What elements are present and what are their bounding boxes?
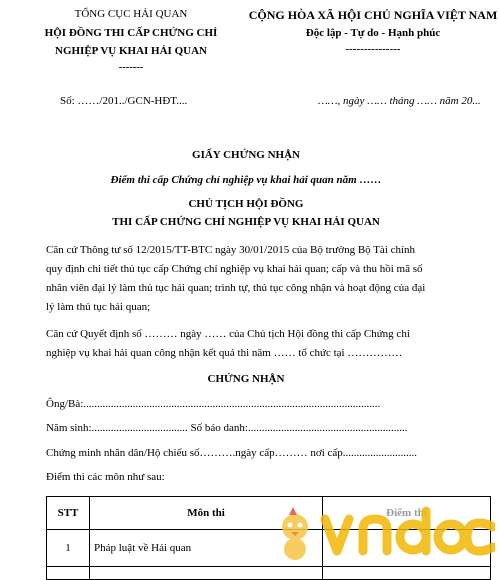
header-council-line2: NGHIỆP VỤ KHAI HẢI QUAN: [55, 45, 207, 57]
certify-heading: CHỨNG NHẬN: [207, 373, 285, 385]
table-row: [47, 567, 491, 580]
certificate-subtitle: Điểm thi cấp Chứng chỉ nghiệp vụ khai hải quan năm ……: [110, 174, 382, 186]
scores-intro: Điểm thi các môn như sau:: [46, 471, 165, 483]
mascot-icon: [282, 507, 308, 560]
legal-basis-line2: quy định chi tiết thủ tục cấp Chứng chỉ nghiệp vụ khai hải quan; cấp và thu hồi mã số: [46, 263, 423, 275]
row-subject: Pháp luật về Hải quan: [90, 530, 323, 567]
issuer-title-line2: THI CẤP CHỨNG CHỈ NGHIỆP VỤ KHAI HẢI QUAN: [112, 216, 380, 228]
certificate-title: GIẤY CHỨNG NHẬN: [192, 149, 300, 161]
col-header-stt: STT: [47, 497, 90, 530]
header-left-dash: -------: [118, 62, 144, 73]
col-header-score: Điểm thi: [323, 497, 491, 530]
row-stt: 1: [47, 530, 90, 567]
doc-date: ……, ngày …… tháng …… năm 20...: [318, 95, 481, 107]
field-id-number: Chứng minh nhân dân/Hộ chiếu số……….ngày cấp……… nơi cấp...........................: [46, 447, 418, 459]
decision-basis-line1: Căn cứ Quyết định số ……… ngày …… của Chủ tịch Hội đồng thi cấp Chứng chỉ: [46, 328, 410, 340]
legal-basis-line3: nhân viên đại lý làm thủ tục hải quan; trình tự, thủ tục công nhận và hoạt động của đại: [46, 282, 426, 294]
vndoc-watermark-logo: [265, 505, 495, 563]
vndoc-wordmark: [325, 511, 493, 551]
header-right-dash: ---------------: [345, 43, 401, 55]
legal-basis-line1: Căn cứ Thông tư số 12/2015/TT-BTC ngày 30/01/2015 của Bộ trưởng Bộ Tài chính: [46, 244, 416, 256]
header-national-title: CỘNG HÒA XÃ HỘI CHỦ NGHĨA VIỆT NAM: [248, 8, 498, 22]
legal-basis-line4: lý làm thủ tục hải quan;: [46, 301, 151, 313]
field-full-name: Ông/Bà:............................................................................................................: [46, 398, 381, 410]
decision-basis-line2: nghiệp vụ khai hải quan công nhận kết quả thi năm …… tổ chức tại ……………: [46, 347, 403, 359]
header-agency: TỔNG CỤC HẢI QUAN: [74, 8, 188, 20]
doc-number: Số: ……/201../GCN-HĐT....: [60, 95, 188, 107]
header-motto: Độc lập - Tự do - Hạnh phúc: [305, 27, 441, 39]
col-header-subject: Môn thi: [90, 497, 323, 530]
header-council-line1: HỘI ĐỒNG THI CẤP CHỨNG CHỈ: [44, 27, 218, 39]
field-birth-year: Năm sinh:................................... Số báo danh:..........................................................: [46, 422, 408, 434]
issuer-title-line1: CHỦ TỊCH HỘI ĐỒNG: [188, 198, 304, 210]
